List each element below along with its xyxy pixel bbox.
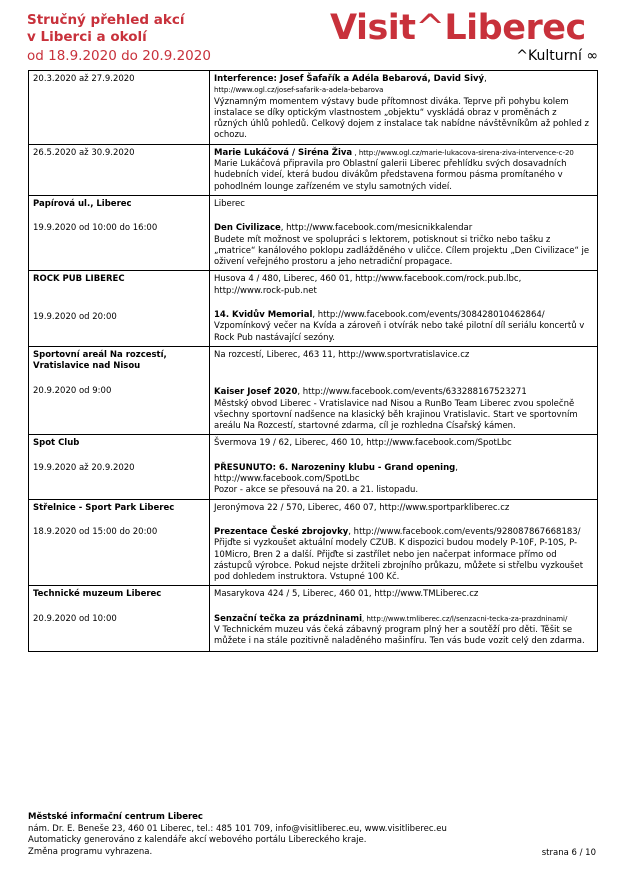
event-url[interactable]: , http://www.ogl.cz/marie-lukacova-sirena-ziva-intervence-c-20 [352,148,574,157]
venue-block [29,195,210,270]
date-range: od 18.9.2020 do 20.9.2020 [27,48,211,64]
event-description: Marie Lukáčová připravila pro Oblastní galerii Liberec přehlídku svých dosavadních hudebních videí, která budou divákům představena formou pásma promítaného v pohodlném lounge zařízeném ve stylu samotných videí. [214,159,567,192]
event-title[interactable]: Kaiser Josef 2020 [214,387,298,398]
event-details [210,435,598,499]
event-title[interactable]: Marie Lukáčová / Siréna Živa [214,147,353,158]
venue-row [29,346,598,434]
event-title[interactable]: 14. Kvidův Memorial [214,310,313,321]
event-details [210,144,598,195]
event-description: Městský obvod Liberec - Vratislavice nad Nisou a RunBo Team Liberec zvou společně všechny sportovní nadšence na klasický běh krajinou Vratislavic. Start ve sportovním areálu Na Rozcestí, startovné zdarma, cíl je rozhledna Císařský kámen. [214,398,578,432]
venue-address: Jeronýmova 22 / 570, Liberec, 460 07, http://www.sportparkliberec.cz [214,502,510,513]
event-date: 26.5.2020 až 30.9.2020 [29,144,210,195]
event-url[interactable]: , http://www.facebook.com/SpotLbc [214,462,458,485]
logo-visit: Visit [330,8,416,48]
footer [28,812,447,858]
event-row [29,144,598,195]
footer-org: Městské informační centrum Liberec [28,812,203,822]
logo-liberec: Liberec [444,8,586,48]
venue-address: Liberec [214,198,245,209]
report-title [27,12,185,46]
venue-block [29,346,210,434]
event-details [210,499,598,586]
venue-address: Husova 4 / 480, Liberec, 460 01, http://www.facebook.com/rock.pub.lbc, http://www.rock-pub.net [214,274,522,296]
venue-address: Masarykova 424 / 5, Liberec, 460 01, http://www.TMLiberec.cz [214,589,479,600]
venue-block [29,586,210,652]
venue-row [29,435,598,499]
event-title[interactable]: PŘESUNUTO: 6. Narozeniny klubu - Grand opening [214,462,456,473]
venue-block [29,271,210,346]
event-date: 19.9.2020 od 10:00 do 16:00 [33,223,158,234]
event-title[interactable]: Senzační tečka za prázdninami [214,613,363,624]
venue-row [29,271,598,346]
event-description: Vzpomínkový večer na Kvída a zároveň i otvírák nebo také pilotní díl seriálu koncertů v Rock Pub nastávající sezóny. [214,321,585,343]
footer-disclaimer: Změna programu vyhrazena. [28,846,153,857]
venue-name: Spot Club [33,438,80,449]
event-date: 19.9.2020 od 20:00 [33,311,117,322]
event-date: 18.9.2020 od 15:00 do 20:00 [33,526,158,537]
event-description: Přijďte si vyzkoušet aktuální modely CZUB. K dispozici budou modely P-10F, P-10S, P-10Micro, Bren 2 a další. Přijďte si zastřílet nebo jen načerpat informace přímo od zástupců výrobce. Pokud nejste držiteli zbrojního průkazu, můžete si střelbu vyzkoušet pod dohledem instruktora. Vstupné 100 Kč. [214,538,584,583]
title-line-2: v Liberci a okolí [27,29,147,45]
venue-name: Střelnice - Sport Park Liberec [33,502,175,513]
event-url[interactable]: , http://www.tmliberec.cz/l/senzacni-tecka-za-prazdninami/ [362,614,568,623]
venue-block [29,499,210,586]
event-date: 20.9.2020 od 9:00 [33,385,112,396]
event-description: Pozor - akce se přesouvá na 20. a 21. listopadu. [214,485,419,496]
venue-block [29,435,210,499]
event-details [210,195,598,270]
event-url[interactable]: , http://www.facebook.com/events/308428010462864/ [312,310,545,321]
footer-generated-note: Automaticky generováno z kalendáře akcí webového portálu Libereckého kraje. [28,835,367,845]
event-url[interactable]: , http://www.facebook.com/events/633288167523271 [297,387,527,398]
event-details [210,71,598,145]
venue-name: ROCK PUB LIBEREC [33,274,125,285]
footer-address: nám. Dr. E. Beneše 23, 460 01 Liberec, tel.: 485 101 709, info@visitliberec.eu, www.visitliberec.eu [28,823,447,834]
event-url[interactable]: http://www.ogl.cz/josef-safarik-a-adela-bebarova [214,86,384,95]
logo-caret: ^ [415,8,445,48]
event-row [29,71,598,145]
event-date: 20.3.2020 až 27.9.2020 [29,71,210,145]
event-title-suffix: , [484,74,487,84]
event-title[interactable]: Den Civilizace [214,223,281,234]
logo-subtitle: ^Kulturní ∞ [516,48,598,64]
event-title[interactable]: Prezentace České zbrojovky [214,526,349,537]
event-details [210,586,598,652]
event-url[interactable]: , http://www.facebook.com/mesicnikkalendar [280,223,473,234]
venue-row [29,195,598,270]
event-description: V Technickém muzeu vás čeká zábavný program plný her a soutěží pro děti. Těšit se můžete i na stále pozitivně naladěného mašinfíru. Ten vás bude vozit celý den zdarma. [214,624,585,647]
event-date: 20.9.2020 od 10:00 [33,613,117,624]
venue-row [29,499,598,586]
event-description: Významným momentem výstavy bude přítomnost diváka. Teprve při pohybu kolem instalace se díky optickým vlastnostem „objektu“ vyskládá obraz v proměnách z různých úhlů pohledů. Celkový dojem z instalace tak nabídne návštěvníkům až pohled z ochozu. [214,96,590,141]
event-description: Budete mít možnost ve spolupráci s lektorem, potisknout si tričko nebo tašku z „matrice“ kanálového poklopu zadlážděného v uličce. Cílem projektu „Den Civilizace“ je oživení veřejného prostoru a jeho netradiční propagace. [214,234,590,268]
event-date: 19.9.2020 až 20.9.2020 [33,462,135,473]
venue-name: Sportovní areál Na rozcestí, Vratislavice nad Nisou [33,349,167,372]
venue-row [29,586,598,652]
venue-address: Švermova 19 / 62, Liberec, 460 10, http://www.facebook.com/SpotLbc [214,438,512,449]
event-details [210,271,598,346]
events-table [28,70,598,652]
venue-name: Papírová ul., Liberec [33,198,132,209]
page-number: strana 6 / 10 [541,848,596,858]
event-details [210,346,598,434]
visit-liberec-logo [330,8,600,64]
event-url[interactable]: , http://www.facebook.com/events/928087867668183/ [348,526,581,537]
venue-name: Technické muzeum Liberec [33,589,162,600]
event-title[interactable]: Interference: Josef Šafařík a Adéla Bebarová, David Sivý [214,74,485,84]
venue-address: Na rozcestí, Liberec, 463 11, http://www.sportvratislavice.cz [214,349,470,360]
title-line-1: Stručný přehled akcí [27,12,185,28]
